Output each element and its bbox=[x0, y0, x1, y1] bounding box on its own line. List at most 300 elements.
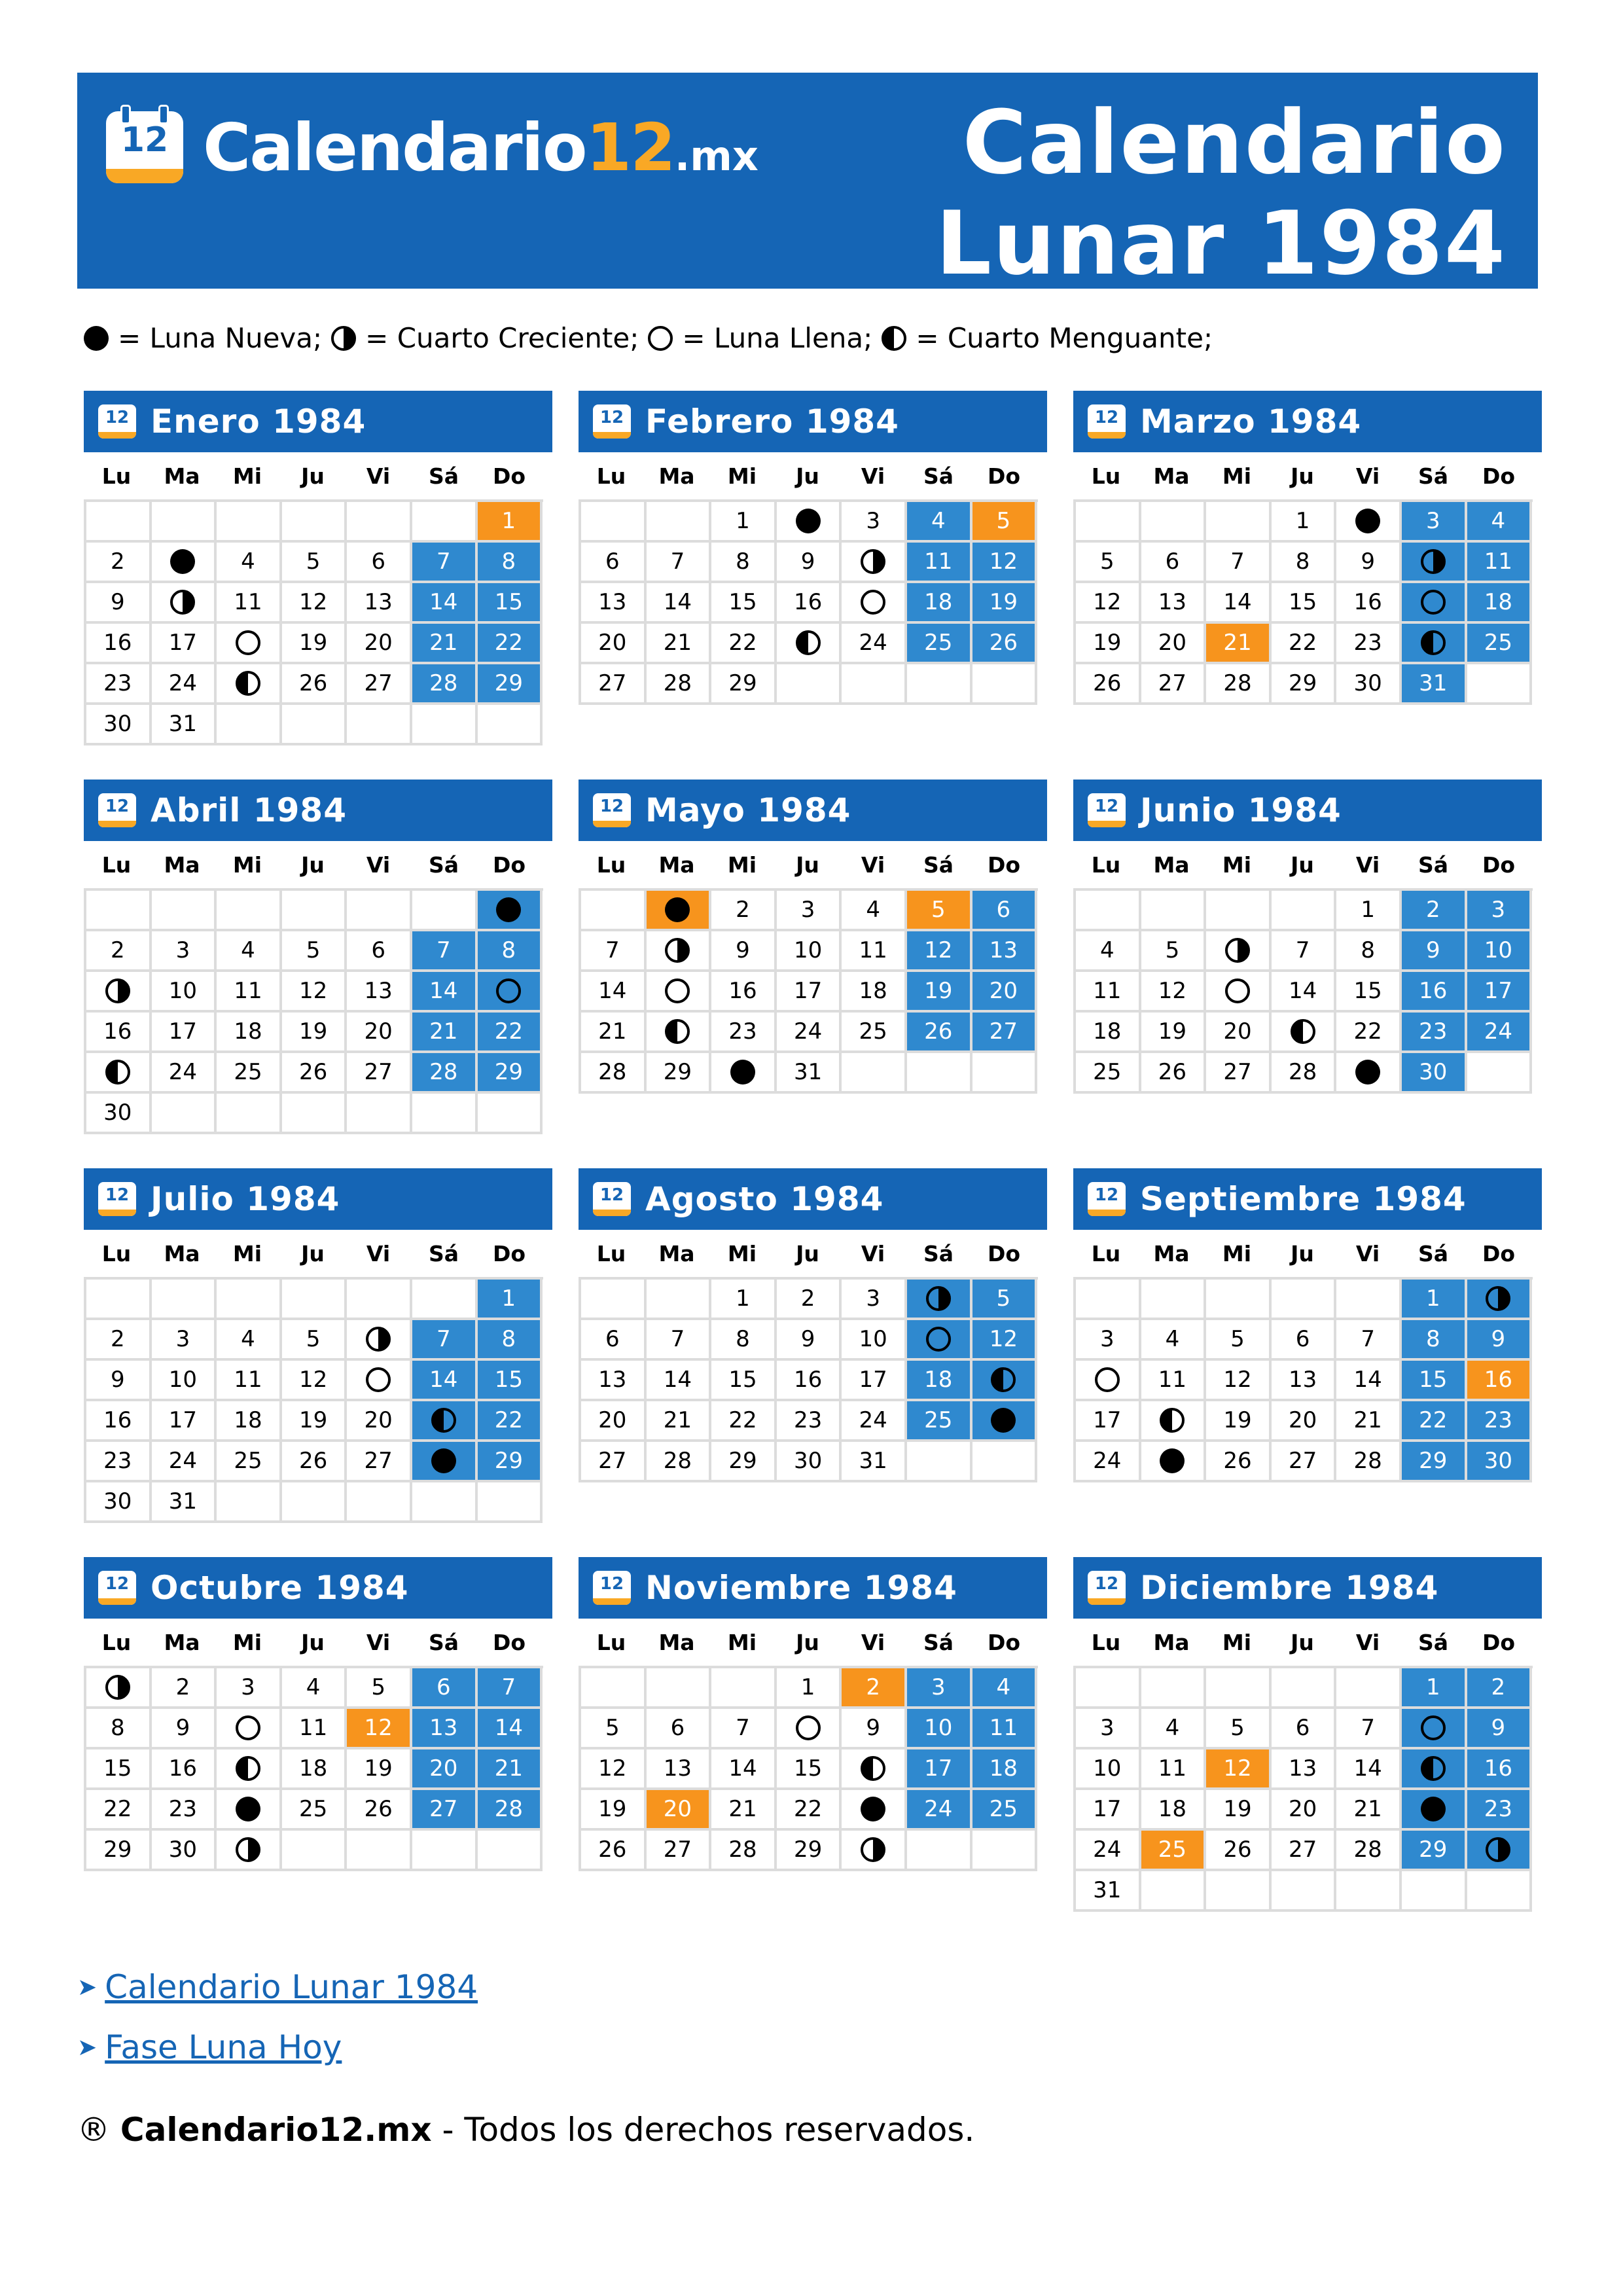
day-cell[interactable] bbox=[86, 972, 152, 1013]
day-cell[interactable]: 25 bbox=[972, 1790, 1038, 1831]
day-cell[interactable]: 18 bbox=[842, 972, 907, 1013]
day-cell[interactable]: 1 bbox=[711, 502, 777, 543]
day-cell[interactable]: 11 bbox=[217, 1361, 282, 1401]
day-cell[interactable]: 13 bbox=[581, 1361, 647, 1401]
day-cell[interactable]: 3 bbox=[1076, 1320, 1141, 1361]
day-cell[interactable]: 16 bbox=[86, 624, 152, 664]
day-cell[interactable]: 13 bbox=[347, 583, 412, 624]
day-cell[interactable]: 7 bbox=[647, 543, 712, 583]
day-cell[interactable]: 30 bbox=[777, 1442, 842, 1482]
day-cell[interactable] bbox=[1467, 1831, 1533, 1871]
day-cell[interactable] bbox=[478, 972, 543, 1013]
day-cell[interactable]: 6 bbox=[1141, 543, 1207, 583]
day-cell[interactable]: 29 bbox=[478, 1442, 543, 1482]
day-cell[interactable]: 17 bbox=[777, 972, 842, 1013]
day-cell[interactable] bbox=[777, 624, 842, 664]
day-cell[interactable]: 26 bbox=[1206, 1831, 1272, 1871]
day-cell[interactable]: 27 bbox=[581, 1442, 647, 1482]
day-cell[interactable]: 29 bbox=[1402, 1442, 1467, 1482]
day-cell[interactable]: 21 bbox=[1336, 1401, 1402, 1442]
day-cell[interactable]: 17 bbox=[1076, 1790, 1141, 1831]
day-cell[interactable]: 11 bbox=[907, 543, 972, 583]
day-cell[interactable] bbox=[711, 1053, 777, 1094]
day-cell[interactable]: 11 bbox=[1141, 1749, 1207, 1790]
day-cell[interactable]: 23 bbox=[711, 1013, 777, 1053]
day-cell[interactable] bbox=[412, 1442, 478, 1482]
day-cell[interactable]: 28 bbox=[1206, 664, 1272, 705]
day-cell[interactable] bbox=[972, 1401, 1038, 1442]
day-cell[interactable]: 3 bbox=[152, 931, 217, 972]
day-cell[interactable]: 20 bbox=[412, 1749, 478, 1790]
day-cell[interactable]: 31 bbox=[842, 1442, 907, 1482]
day-cell[interactable]: 18 bbox=[1076, 1013, 1141, 1053]
day-cell[interactable]: 23 bbox=[1467, 1790, 1533, 1831]
day-cell[interactable]: 9 bbox=[86, 583, 152, 624]
day-cell[interactable]: 30 bbox=[152, 1831, 217, 1871]
site-logo[interactable] bbox=[106, 108, 758, 187]
day-cell[interactable] bbox=[842, 1831, 907, 1871]
day-cell[interactable]: 5 bbox=[1206, 1709, 1272, 1749]
day-cell[interactable]: 20 bbox=[347, 1401, 412, 1442]
day-cell[interactable]: 17 bbox=[152, 1401, 217, 1442]
day-cell[interactable]: 15 bbox=[711, 583, 777, 624]
day-cell[interactable]: 22 bbox=[1272, 624, 1337, 664]
day-cell[interactable]: 11 bbox=[1076, 972, 1141, 1013]
day-cell[interactable]: 23 bbox=[1402, 1013, 1467, 1053]
day-cell[interactable]: 1 bbox=[1336, 891, 1402, 931]
day-cell[interactable]: 12 bbox=[282, 583, 348, 624]
day-cell[interactable]: 11 bbox=[217, 583, 282, 624]
day-cell[interactable]: 25 bbox=[282, 1790, 348, 1831]
day-cell[interactable]: 12 bbox=[972, 543, 1038, 583]
day-cell[interactable]: 24 bbox=[1467, 1013, 1533, 1053]
day-cell[interactable]: 27 bbox=[647, 1831, 712, 1871]
day-cell[interactable] bbox=[347, 1361, 412, 1401]
day-cell[interactable]: 21 bbox=[412, 1013, 478, 1053]
day-cell[interactable]: 31 bbox=[1076, 1871, 1141, 1912]
day-cell[interactable]: 4 bbox=[1467, 502, 1533, 543]
day-cell[interactable] bbox=[842, 583, 907, 624]
day-cell[interactable]: 4 bbox=[282, 1668, 348, 1709]
day-cell[interactable]: 27 bbox=[1272, 1442, 1337, 1482]
day-cell[interactable]: 26 bbox=[282, 1442, 348, 1482]
day-cell[interactable]: 16 bbox=[711, 972, 777, 1013]
day-cell[interactable]: 12 bbox=[347, 1709, 412, 1749]
day-cell[interactable]: 22 bbox=[1336, 1013, 1402, 1053]
day-cell[interactable]: 25 bbox=[907, 1401, 972, 1442]
day-cell[interactable]: 5 bbox=[347, 1668, 412, 1709]
day-cell[interactable]: 17 bbox=[1467, 972, 1533, 1013]
day-cell[interactable]: 28 bbox=[1336, 1442, 1402, 1482]
day-cell[interactable]: 23 bbox=[86, 664, 152, 705]
day-cell[interactable]: 7 bbox=[647, 1320, 712, 1361]
day-cell[interactable]: 9 bbox=[86, 1361, 152, 1401]
day-cell[interactable]: 11 bbox=[842, 931, 907, 972]
day-cell[interactable]: 26 bbox=[282, 1053, 348, 1094]
day-cell[interactable]: 6 bbox=[347, 931, 412, 972]
day-cell[interactable]: 3 bbox=[1402, 502, 1467, 543]
day-cell[interactable]: 4 bbox=[842, 891, 907, 931]
day-cell[interactable]: 24 bbox=[777, 1013, 842, 1053]
day-cell[interactable]: 31 bbox=[152, 1482, 217, 1523]
day-cell[interactable]: 22 bbox=[478, 624, 543, 664]
day-cell[interactable]: 20 bbox=[1141, 624, 1207, 664]
day-cell[interactable]: 28 bbox=[1336, 1831, 1402, 1871]
day-cell[interactable]: 8 bbox=[1336, 931, 1402, 972]
day-cell[interactable]: 2 bbox=[152, 1668, 217, 1709]
day-cell[interactable] bbox=[842, 543, 907, 583]
day-cell[interactable]: 2 bbox=[1467, 1668, 1533, 1709]
day-cell[interactable]: 25 bbox=[1467, 624, 1533, 664]
day-cell[interactable]: 24 bbox=[1076, 1831, 1141, 1871]
day-cell[interactable]: 23 bbox=[1336, 624, 1402, 664]
link-calendario-lunar[interactable]: Calendario Lunar 1984 bbox=[105, 1968, 478, 2006]
day-cell[interactable]: 29 bbox=[711, 1442, 777, 1482]
day-cell[interactable]: 20 bbox=[1206, 1013, 1272, 1053]
day-cell[interactable]: 16 bbox=[1402, 972, 1467, 1013]
day-cell[interactable]: 7 bbox=[412, 931, 478, 972]
day-cell[interactable]: 24 bbox=[842, 1401, 907, 1442]
day-cell[interactable]: 28 bbox=[1272, 1053, 1337, 1094]
day-cell[interactable]: 7 bbox=[412, 1320, 478, 1361]
day-cell[interactable]: 18 bbox=[972, 1749, 1038, 1790]
day-cell[interactable]: 11 bbox=[217, 972, 282, 1013]
day-cell[interactable]: 12 bbox=[282, 972, 348, 1013]
day-cell[interactable]: 19 bbox=[1206, 1790, 1272, 1831]
day-cell[interactable]: 9 bbox=[1467, 1320, 1533, 1361]
day-cell[interactable]: 16 bbox=[777, 583, 842, 624]
day-cell[interactable] bbox=[1402, 1709, 1467, 1749]
day-cell[interactable]: 12 bbox=[972, 1320, 1038, 1361]
day-cell[interactable] bbox=[86, 1053, 152, 1094]
day-cell[interactable]: 30 bbox=[1467, 1442, 1533, 1482]
day-cell[interactable] bbox=[217, 624, 282, 664]
day-cell[interactable]: 7 bbox=[1336, 1709, 1402, 1749]
day-cell[interactable]: 12 bbox=[1076, 583, 1141, 624]
day-cell[interactable] bbox=[1402, 624, 1467, 664]
day-cell[interactable]: 27 bbox=[581, 664, 647, 705]
day-cell[interactable]: 19 bbox=[282, 1013, 348, 1053]
day-cell[interactable]: 4 bbox=[217, 931, 282, 972]
day-cell[interactable]: 25 bbox=[1141, 1831, 1207, 1871]
day-cell[interactable]: 15 bbox=[711, 1361, 777, 1401]
day-cell[interactable]: 17 bbox=[152, 624, 217, 664]
day-cell[interactable]: 1 bbox=[777, 1668, 842, 1709]
day-cell[interactable]: 30 bbox=[86, 1094, 152, 1134]
day-cell[interactable]: 13 bbox=[347, 972, 412, 1013]
day-cell[interactable]: 5 bbox=[1141, 931, 1207, 972]
day-cell[interactable]: 1 bbox=[1402, 1668, 1467, 1709]
day-cell[interactable]: 1 bbox=[478, 502, 543, 543]
day-cell[interactable]: 5 bbox=[581, 1709, 647, 1749]
day-cell[interactable]: 17 bbox=[907, 1749, 972, 1790]
day-cell[interactable]: 10 bbox=[777, 931, 842, 972]
day-cell[interactable]: 22 bbox=[711, 624, 777, 664]
day-cell[interactable]: 14 bbox=[1272, 972, 1337, 1013]
day-cell[interactable]: 26 bbox=[907, 1013, 972, 1053]
day-cell[interactable]: 3 bbox=[1076, 1709, 1141, 1749]
day-cell[interactable]: 23 bbox=[777, 1401, 842, 1442]
day-cell[interactable]: 7 bbox=[711, 1709, 777, 1749]
day-cell[interactable] bbox=[1402, 1749, 1467, 1790]
day-cell[interactable]: 6 bbox=[1272, 1709, 1337, 1749]
day-cell[interactable]: 21 bbox=[478, 1749, 543, 1790]
day-cell[interactable]: 29 bbox=[478, 664, 543, 705]
day-cell[interactable]: 29 bbox=[711, 664, 777, 705]
day-cell[interactable]: 20 bbox=[581, 1401, 647, 1442]
day-cell[interactable]: 15 bbox=[478, 583, 543, 624]
day-cell[interactable]: 13 bbox=[412, 1709, 478, 1749]
day-cell[interactable]: 28 bbox=[581, 1053, 647, 1094]
day-cell[interactable]: 12 bbox=[1141, 972, 1207, 1013]
day-cell[interactable] bbox=[478, 891, 543, 931]
day-cell[interactable] bbox=[1206, 931, 1272, 972]
day-cell[interactable]: 5 bbox=[282, 1320, 348, 1361]
day-cell[interactable]: 20 bbox=[647, 1790, 712, 1831]
day-cell[interactable]: 19 bbox=[282, 624, 348, 664]
day-cell[interactable]: 6 bbox=[1272, 1320, 1337, 1361]
day-cell[interactable]: 6 bbox=[647, 1709, 712, 1749]
day-cell[interactable]: 9 bbox=[1336, 543, 1402, 583]
day-cell[interactable]: 15 bbox=[86, 1749, 152, 1790]
day-cell[interactable] bbox=[347, 1320, 412, 1361]
day-cell[interactable]: 23 bbox=[86, 1442, 152, 1482]
day-cell[interactable]: 14 bbox=[478, 1709, 543, 1749]
day-cell[interactable]: 12 bbox=[282, 1361, 348, 1401]
day-cell[interactable]: 30 bbox=[86, 705, 152, 745]
day-cell[interactable]: 13 bbox=[1141, 583, 1207, 624]
day-cell[interactable]: 2 bbox=[842, 1668, 907, 1709]
day-cell[interactable]: 6 bbox=[581, 1320, 647, 1361]
day-cell[interactable] bbox=[1402, 583, 1467, 624]
day-cell[interactable]: 16 bbox=[1467, 1749, 1533, 1790]
day-cell[interactable]: 7 bbox=[581, 931, 647, 972]
day-cell[interactable]: 27 bbox=[347, 1442, 412, 1482]
day-cell[interactable]: 5 bbox=[1076, 543, 1141, 583]
day-cell[interactable]: 9 bbox=[842, 1709, 907, 1749]
day-cell[interactable]: 8 bbox=[478, 931, 543, 972]
day-cell[interactable]: 31 bbox=[1402, 664, 1467, 705]
day-cell[interactable] bbox=[152, 583, 217, 624]
day-cell[interactable]: 22 bbox=[1402, 1401, 1467, 1442]
day-cell[interactable]: 3 bbox=[152, 1320, 217, 1361]
day-cell[interactable]: 13 bbox=[581, 583, 647, 624]
day-cell[interactable]: 1 bbox=[1272, 502, 1337, 543]
day-cell[interactable]: 18 bbox=[1467, 583, 1533, 624]
day-cell[interactable]: 15 bbox=[1272, 583, 1337, 624]
day-cell[interactable]: 26 bbox=[581, 1831, 647, 1871]
day-cell[interactable]: 13 bbox=[1272, 1361, 1337, 1401]
day-cell[interactable]: 3 bbox=[777, 891, 842, 931]
day-cell[interactable]: 21 bbox=[581, 1013, 647, 1053]
day-cell[interactable]: 7 bbox=[412, 543, 478, 583]
day-cell[interactable]: 5 bbox=[907, 891, 972, 931]
day-cell[interactable]: 22 bbox=[478, 1401, 543, 1442]
day-cell[interactable] bbox=[647, 1013, 712, 1053]
day-cell[interactable]: 24 bbox=[907, 1790, 972, 1831]
day-cell[interactable]: 31 bbox=[777, 1053, 842, 1094]
day-cell[interactable]: 19 bbox=[907, 972, 972, 1013]
day-cell[interactable]: 7 bbox=[478, 1668, 543, 1709]
day-cell[interactable]: 9 bbox=[152, 1709, 217, 1749]
day-cell[interactable]: 12 bbox=[581, 1749, 647, 1790]
day-cell[interactable]: 9 bbox=[1402, 931, 1467, 972]
day-cell[interactable]: 3 bbox=[842, 1280, 907, 1320]
day-cell[interactable]: 21 bbox=[711, 1790, 777, 1831]
day-cell[interactable]: 11 bbox=[1467, 543, 1533, 583]
day-cell[interactable]: 28 bbox=[412, 1053, 478, 1094]
day-cell[interactable]: 21 bbox=[647, 1401, 712, 1442]
day-cell[interactable]: 16 bbox=[152, 1749, 217, 1790]
day-cell[interactable]: 10 bbox=[152, 972, 217, 1013]
day-cell[interactable]: 20 bbox=[347, 624, 412, 664]
day-cell[interactable]: 4 bbox=[1076, 931, 1141, 972]
day-cell[interactable]: 8 bbox=[478, 543, 543, 583]
day-cell[interactable]: 18 bbox=[217, 1013, 282, 1053]
day-cell[interactable]: 29 bbox=[1402, 1831, 1467, 1871]
day-cell[interactable]: 1 bbox=[711, 1280, 777, 1320]
day-cell[interactable] bbox=[1336, 1053, 1402, 1094]
day-cell[interactable]: 18 bbox=[282, 1749, 348, 1790]
day-cell[interactable]: 6 bbox=[972, 891, 1038, 931]
day-cell[interactable] bbox=[907, 1320, 972, 1361]
day-cell[interactable]: 6 bbox=[581, 543, 647, 583]
day-cell[interactable]: 30 bbox=[1402, 1053, 1467, 1094]
day-cell[interactable]: 6 bbox=[347, 543, 412, 583]
day-cell[interactable]: 9 bbox=[777, 1320, 842, 1361]
day-cell[interactable]: 13 bbox=[647, 1749, 712, 1790]
day-cell[interactable] bbox=[217, 664, 282, 705]
day-cell[interactable]: 24 bbox=[152, 1442, 217, 1482]
day-cell[interactable]: 5 bbox=[972, 1280, 1038, 1320]
day-cell[interactable] bbox=[86, 1668, 152, 1709]
day-cell[interactable] bbox=[777, 1709, 842, 1749]
day-cell[interactable]: 20 bbox=[1272, 1790, 1337, 1831]
day-cell[interactable]: 27 bbox=[972, 1013, 1038, 1053]
day-cell[interactable]: 10 bbox=[1076, 1749, 1141, 1790]
day-cell[interactable]: 15 bbox=[777, 1749, 842, 1790]
day-cell[interactable]: 24 bbox=[1076, 1442, 1141, 1482]
day-cell[interactable]: 18 bbox=[1141, 1790, 1207, 1831]
day-cell[interactable]: 13 bbox=[972, 931, 1038, 972]
day-cell[interactable]: 14 bbox=[581, 972, 647, 1013]
day-cell[interactable]: 21 bbox=[647, 624, 712, 664]
day-cell[interactable]: 29 bbox=[86, 1831, 152, 1871]
day-cell[interactable] bbox=[1402, 1790, 1467, 1831]
day-cell[interactable]: 12 bbox=[1206, 1749, 1272, 1790]
day-cell[interactable]: 26 bbox=[1141, 1053, 1207, 1094]
day-cell[interactable]: 14 bbox=[1336, 1749, 1402, 1790]
day-cell[interactable] bbox=[1206, 972, 1272, 1013]
day-cell[interactable] bbox=[907, 1280, 972, 1320]
day-cell[interactable]: 9 bbox=[711, 931, 777, 972]
day-cell[interactable]: 31 bbox=[152, 705, 217, 745]
day-cell[interactable]: 22 bbox=[86, 1790, 152, 1831]
day-cell[interactable]: 24 bbox=[842, 624, 907, 664]
day-cell[interactable] bbox=[217, 1709, 282, 1749]
day-cell[interactable]: 16 bbox=[86, 1401, 152, 1442]
day-cell[interactable]: 10 bbox=[842, 1320, 907, 1361]
day-cell[interactable]: 12 bbox=[907, 931, 972, 972]
day-cell[interactable]: 18 bbox=[217, 1401, 282, 1442]
day-cell[interactable]: 25 bbox=[842, 1013, 907, 1053]
day-cell[interactable]: 21 bbox=[1206, 624, 1272, 664]
day-cell[interactable]: 4 bbox=[972, 1668, 1038, 1709]
day-cell[interactable] bbox=[1336, 502, 1402, 543]
day-cell[interactable]: 25 bbox=[907, 624, 972, 664]
day-cell[interactable]: 4 bbox=[907, 502, 972, 543]
day-cell[interactable]: 12 bbox=[1206, 1361, 1272, 1401]
day-cell[interactable] bbox=[647, 931, 712, 972]
day-cell[interactable]: 27 bbox=[347, 1053, 412, 1094]
day-cell[interactable]: 2 bbox=[1402, 891, 1467, 931]
day-cell[interactable] bbox=[1467, 1280, 1533, 1320]
day-cell[interactable]: 20 bbox=[972, 972, 1038, 1013]
day-cell[interactable] bbox=[647, 891, 712, 931]
day-cell[interactable]: 8 bbox=[1272, 543, 1337, 583]
day-cell[interactable]: 28 bbox=[647, 664, 712, 705]
day-cell[interactable]: 14 bbox=[412, 1361, 478, 1401]
day-cell[interactable]: 10 bbox=[1467, 931, 1533, 972]
day-cell[interactable]: 11 bbox=[1141, 1361, 1207, 1401]
day-cell[interactable]: 8 bbox=[86, 1709, 152, 1749]
day-cell[interactable]: 26 bbox=[1206, 1442, 1272, 1482]
day-cell[interactable]: 3 bbox=[907, 1668, 972, 1709]
day-cell[interactable]: 27 bbox=[1272, 1831, 1337, 1871]
day-cell[interactable]: 8 bbox=[711, 1320, 777, 1361]
day-cell[interactable]: 14 bbox=[412, 972, 478, 1013]
day-cell[interactable]: 2 bbox=[777, 1280, 842, 1320]
day-cell[interactable] bbox=[777, 502, 842, 543]
day-cell[interactable]: 30 bbox=[86, 1482, 152, 1523]
day-cell[interactable]: 2 bbox=[86, 543, 152, 583]
day-cell[interactable]: 7 bbox=[1272, 931, 1337, 972]
day-cell[interactable]: 28 bbox=[647, 1442, 712, 1482]
day-cell[interactable]: 17 bbox=[152, 1013, 217, 1053]
day-cell[interactable]: 11 bbox=[282, 1709, 348, 1749]
day-cell[interactable]: 4 bbox=[217, 1320, 282, 1361]
day-cell[interactable]: 20 bbox=[347, 1013, 412, 1053]
day-cell[interactable]: 11 bbox=[972, 1709, 1038, 1749]
day-cell[interactable]: 19 bbox=[347, 1749, 412, 1790]
day-cell[interactable]: 22 bbox=[478, 1013, 543, 1053]
day-cell[interactable]: 29 bbox=[647, 1053, 712, 1094]
day-cell[interactable] bbox=[972, 1361, 1038, 1401]
day-cell[interactable]: 18 bbox=[907, 1361, 972, 1401]
day-cell[interactable]: 27 bbox=[412, 1790, 478, 1831]
day-cell[interactable]: 16 bbox=[86, 1013, 152, 1053]
day-cell[interactable]: 3 bbox=[217, 1668, 282, 1709]
day-cell[interactable]: 15 bbox=[1402, 1361, 1467, 1401]
day-cell[interactable]: 29 bbox=[1272, 664, 1337, 705]
day-cell[interactable]: 7 bbox=[1206, 543, 1272, 583]
day-cell[interactable] bbox=[152, 543, 217, 583]
day-cell[interactable]: 27 bbox=[1206, 1053, 1272, 1094]
day-cell[interactable]: 28 bbox=[412, 664, 478, 705]
day-cell[interactable] bbox=[1272, 1013, 1337, 1053]
day-cell[interactable] bbox=[842, 1749, 907, 1790]
day-cell[interactable]: 22 bbox=[711, 1401, 777, 1442]
day-cell[interactable] bbox=[842, 1790, 907, 1831]
day-cell[interactable] bbox=[647, 972, 712, 1013]
day-cell[interactable]: 10 bbox=[907, 1709, 972, 1749]
day-cell[interactable]: 26 bbox=[972, 624, 1038, 664]
day-cell[interactable]: 26 bbox=[282, 664, 348, 705]
day-cell[interactable] bbox=[412, 1401, 478, 1442]
day-cell[interactable]: 20 bbox=[581, 624, 647, 664]
day-cell[interactable]: 2 bbox=[711, 891, 777, 931]
day-cell[interactable]: 14 bbox=[647, 583, 712, 624]
